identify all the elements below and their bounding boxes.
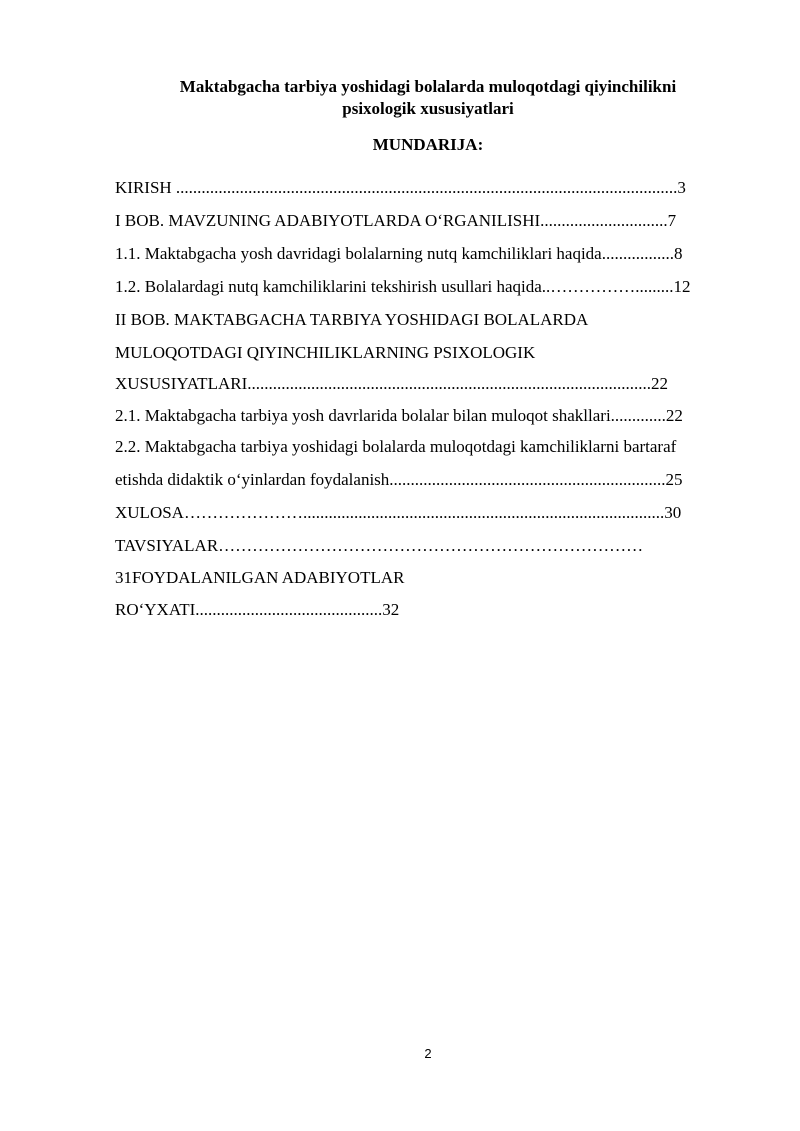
document-title-line-2: psixologik xususiyatlari xyxy=(342,99,514,118)
toc-entry-chapter-2-line-2: MULOQOTDAGI QIYINCHILIKLARNING PSIXOLOGIK xyxy=(115,343,536,362)
page-number: 2 xyxy=(424,1046,432,1061)
toc-entry-kirish: KIRISH ......................................................................................................................3 xyxy=(115,178,686,197)
toc-entry-section-2-1: 2.1. Maktabgacha tarbiya yosh davrlarida bolalar bilan muloqot shakllari.............22 xyxy=(115,406,683,425)
toc-entry-xulosa: XULOSA………………….....................................................................................30 xyxy=(115,503,682,522)
toc-entry-section-2-2-line-2: etishda didaktik o‘yinlardan foydalanish.................................................................25 xyxy=(115,470,683,489)
toc-entry-bibliography-line-2: RO‘YXATI............................................32 xyxy=(115,600,400,619)
document-title-line-1: Maktabgacha tarbiya yoshidagi bolalarda muloqotdagi qiyinchilikni xyxy=(179,77,677,96)
table-of-contents-heading: MUNDARIJA: xyxy=(372,135,484,154)
toc-entry-section-1-1: 1.1. Maktabgacha yosh davridagi bolalarning nutq kamchiliklari haqida.................8 xyxy=(115,244,683,263)
toc-entry-section-1-2: 1.2. Bolalardagi nutq kamchiliklarini tekshirish usullari haqida..…………….........12 xyxy=(115,277,691,296)
toc-entry-chapter-2-line-3: XUSUSIYATLARI...............................................................................................22 xyxy=(115,374,668,393)
toc-entry-bibliography-line-1: 31FOYDALANILGAN ADABIYOTLAR xyxy=(115,568,405,587)
toc-entry-chapter-1: I BOB. MAVZUNING ADABIYOTLARDA O‘RGANILISHI..............................7 xyxy=(115,211,677,230)
toc-entry-chapter-2-line-1: II BOB. MAKTABGACHA TARBIYA YOSHIDAGI BOLALARDA xyxy=(115,310,589,329)
toc-entry-section-2-2-line-1: 2.2. Maktabgacha tarbiya yoshidagi bolalarda muloqotdagi kamchiliklarni bartaraf xyxy=(115,437,677,456)
toc-entry-tavsiyalar: TAVSIYALAR………………………………………………………………… xyxy=(115,536,644,555)
